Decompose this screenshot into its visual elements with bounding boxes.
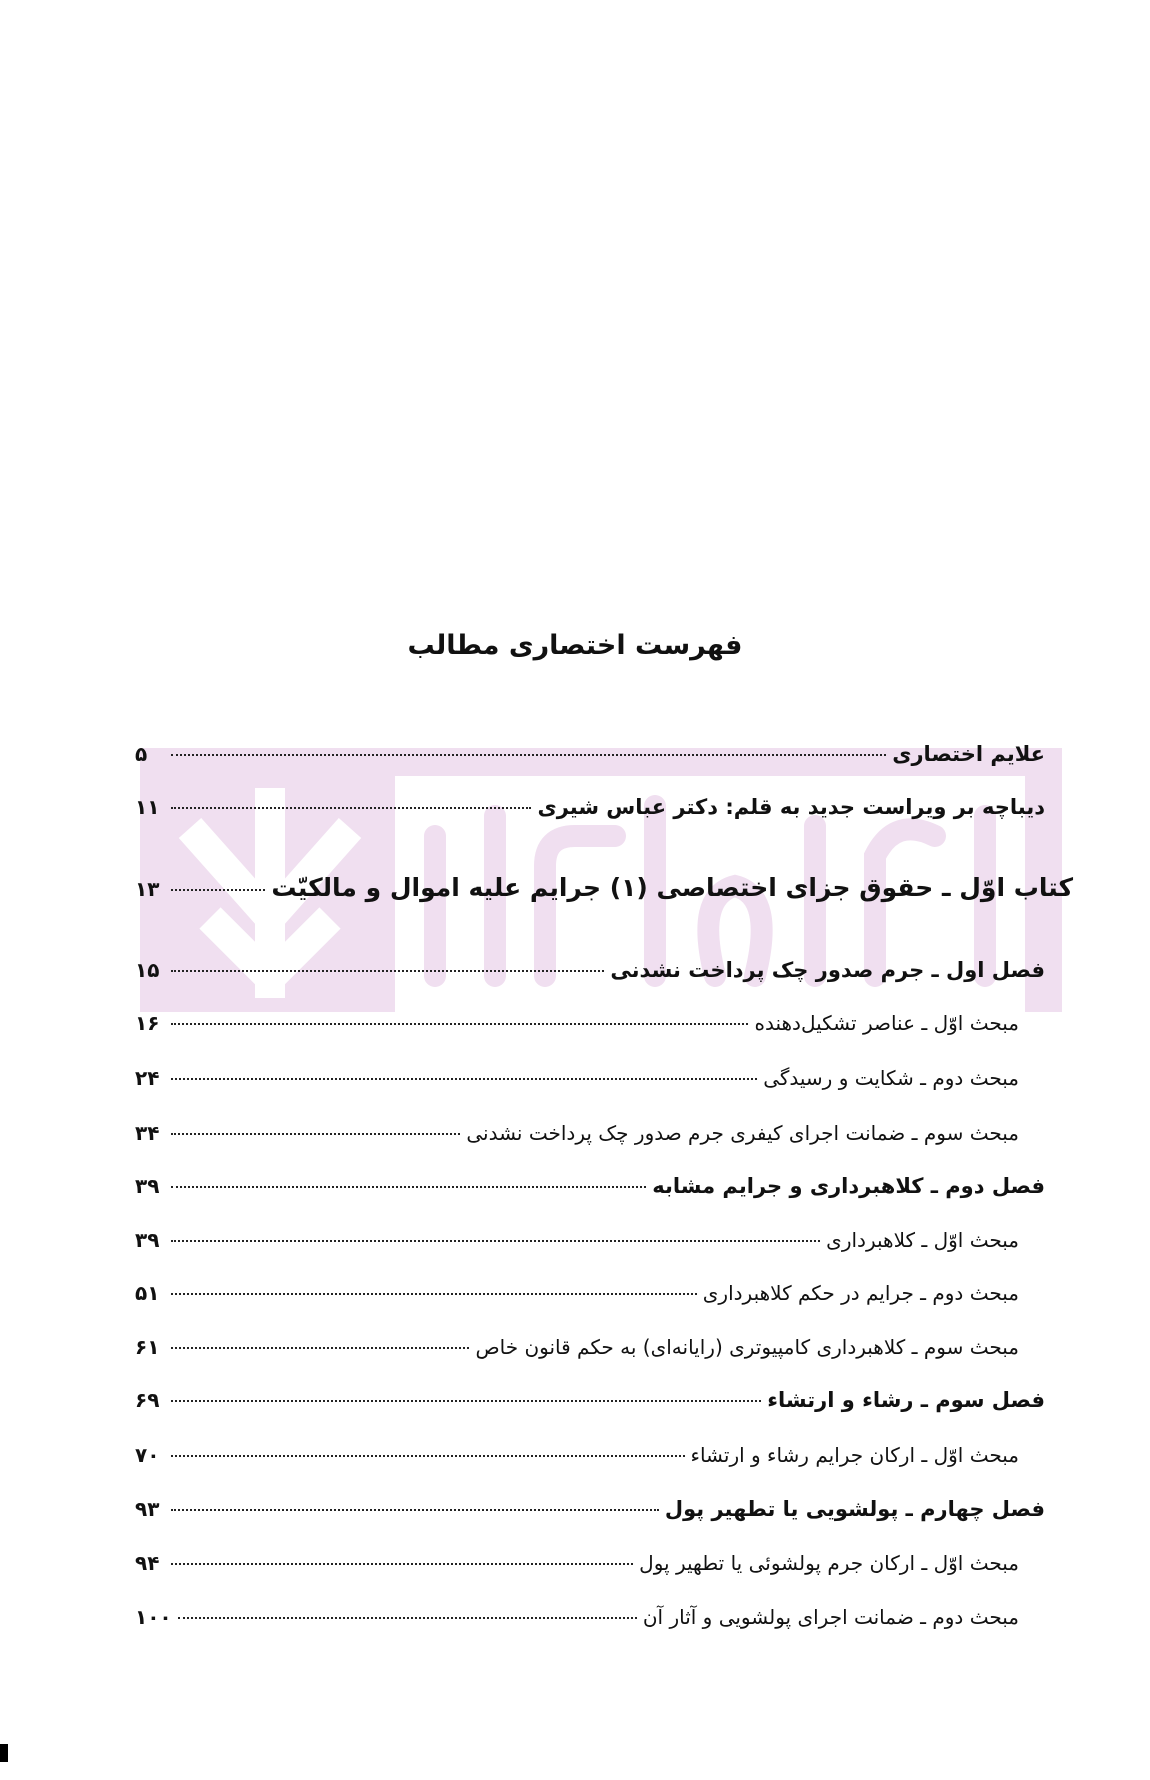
page-number: ۳۹: [135, 1228, 160, 1252]
entry-title: دیباچه بر ویراست جدید به قلم: دکتر عباس شیری: [537, 795, 1045, 819]
entry-title: مبحث اوّل ـ ارکان جرم پولشوئی یا تطهیر پول: [639, 1551, 1019, 1575]
page-number: ۳۴: [135, 1121, 160, 1145]
toc-entry: [135, 1281, 1045, 1321]
dot-leader: [171, 1186, 646, 1188]
toc-entry: [135, 873, 1073, 913]
page-number: ۱۰۰: [135, 1605, 172, 1629]
page-number: ۵۱: [135, 1281, 160, 1305]
entry-title: مبحث اوّل ـ عناصر تشکیل‌دهنده: [754, 1011, 1019, 1035]
entry-title: مبحث دوم ـ شکایت و رسیدگی: [763, 1066, 1019, 1090]
entry-title: فصل اول ـ جرم صدور چک پرداخت نشدنی: [610, 958, 1045, 982]
page-number: ۹۳: [135, 1497, 160, 1521]
entry-title: مبحث اوّل ـ ارکان جرایم رشاء و ارتشاء: [690, 1443, 1019, 1467]
toc-entry: [135, 1011, 1045, 1051]
entry-title: مبحث دوم ـ ضمانت اجرای پولشویی و آثار آن: [642, 1605, 1019, 1629]
dot-leader: [171, 1347, 469, 1349]
toc-entry: [135, 1551, 1045, 1591]
entry-title: کتاب اوّل ـ حقوق جزای اختصاصی (۱) جرایم علیه اموال و مالکیّت: [271, 873, 1073, 902]
page-number: ۹۴: [135, 1551, 160, 1575]
toc-entry: [135, 1066, 1045, 1106]
dot-leader: [171, 754, 886, 756]
entry-title: مبحث اوّل ـ کلاهبرداری: [826, 1228, 1019, 1252]
dot-leader: [171, 1078, 757, 1080]
dot-leader: [171, 1563, 633, 1565]
entry-title: فصل سوم ـ رشاء و ارتشاء: [767, 1388, 1045, 1412]
page-number: ۱۶: [135, 1011, 160, 1035]
page-number: ۶۱: [135, 1335, 160, 1359]
entry-title: علایم اختصاری: [892, 742, 1045, 766]
dot-leader: [171, 970, 604, 972]
entry-title: مبحث دوم ـ جرایم در حکم کلاهبرداری: [702, 1281, 1019, 1305]
page-number: ۱۵: [135, 958, 160, 982]
dot-leader: [171, 1400, 761, 1402]
dot-leader: [171, 1293, 697, 1295]
toc-entry: [135, 1121, 1045, 1161]
dot-leader: [171, 807, 531, 809]
page-number: ۳۹: [135, 1174, 160, 1198]
page-title: فهرست اختصاری مطالب: [407, 630, 743, 661]
toc-entry: [135, 1228, 1045, 1268]
entry-title: فصل چهارم ـ پولشویی یا تطهیر پول: [664, 1497, 1045, 1521]
toc-entry: [135, 1335, 1045, 1375]
toc-entry: [135, 1388, 1045, 1428]
page-number: ۵: [135, 742, 148, 766]
dot-leader: [171, 1240, 820, 1242]
toc-entry: [135, 958, 1045, 998]
entry-title: مبحث سوم ـ ضمانت اجرای کیفری جرم صدور چک پرداخت نشدنی: [466, 1121, 1019, 1145]
page-number: ۷۰: [135, 1443, 160, 1467]
toc-entry: [135, 1605, 1045, 1645]
dot-leader: [171, 1023, 748, 1025]
entry-title: مبحث سوم ـ کلاهبرداری کامپیوتری (رایانه‌ای) به حکم قانون خاص: [475, 1335, 1019, 1359]
toc-entry: [135, 1497, 1045, 1537]
dot-leader: [171, 1455, 685, 1457]
toc-entry: [135, 1174, 1045, 1214]
entry-title: فصل دوم ـ کلاهبرداری و جرایم مشابه: [652, 1174, 1045, 1198]
page-number: ۲۴: [135, 1066, 160, 1090]
scan-edge-mark: [0, 1744, 8, 1762]
dot-leader: [171, 889, 265, 891]
dot-leader: [171, 1133, 460, 1135]
toc-entry: [135, 742, 1045, 782]
dot-leader: [171, 1509, 659, 1511]
dot-leader: [178, 1617, 637, 1619]
page-number: ۶۹: [135, 1388, 160, 1412]
toc-entry: [135, 1443, 1045, 1483]
page-number: ۱۳: [135, 877, 160, 901]
page-number: ۱۱: [135, 795, 160, 819]
toc-entry: [135, 795, 1045, 835]
